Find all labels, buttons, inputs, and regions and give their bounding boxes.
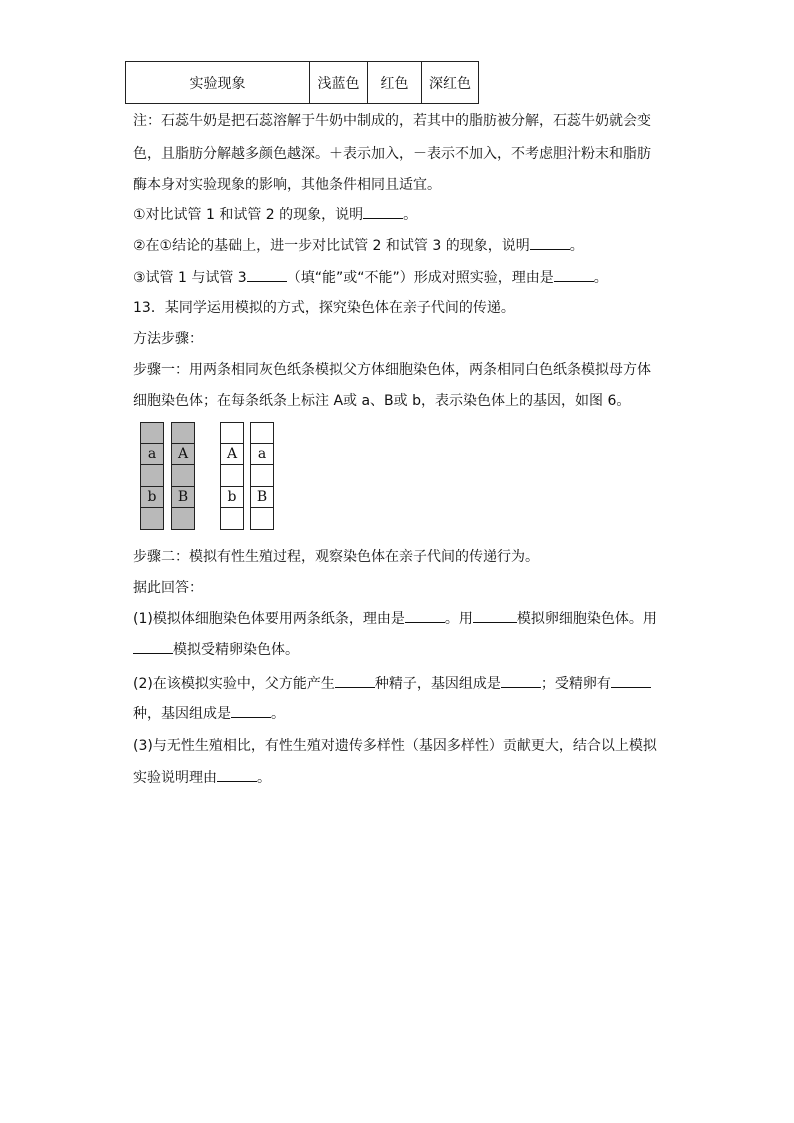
q12-item-3-text: ③试管 1 与试管 3 xyxy=(133,270,247,286)
table-cell-tube1: 浅蓝色 xyxy=(310,62,368,104)
gene-label: b xyxy=(221,487,243,508)
answer-blank[interactable] xyxy=(335,675,375,688)
answer-blank[interactable] xyxy=(247,269,287,282)
q13-sub2-line-1 xyxy=(133,674,651,694)
note-line-3: 酶本身对实验现象的影响，其他条件相同且适宜。 xyxy=(133,177,441,193)
q12-item-2 xyxy=(133,236,584,256)
strip-cell xyxy=(172,465,194,486)
gene-label: b xyxy=(141,487,163,508)
answer-blank[interactable] xyxy=(530,237,570,250)
q13-sub1-text-c: 模拟卵细胞染色体。用 xyxy=(516,611,657,627)
gene-label: A xyxy=(172,444,194,465)
note-line-1: 注：石蕊牛奶是把石蕊溶解于牛奶中制成的，若其中的脂肪被分解，石蕊牛奶就会变 xyxy=(133,113,651,129)
note-line-2: 色，且脂肪分解越多颜色越深。＋表示加入，－表示不加入，不考虑胆汁粉末和脂肪 xyxy=(133,146,651,162)
chromosome-strip-grey xyxy=(171,422,195,530)
chromosome-strip-white xyxy=(220,422,244,530)
answer-blank[interactable] xyxy=(405,610,445,623)
strip-cell xyxy=(221,465,243,486)
gene-label: a xyxy=(251,444,273,465)
q13-sub2-text-a: (2)在该模拟实验中，父方能产生 xyxy=(133,676,335,692)
experiment-result-table xyxy=(125,61,479,104)
chromosome-strip-grey xyxy=(140,422,164,530)
gene-label: a xyxy=(141,444,163,465)
q13-sub1-text-d: 模拟受精卵染色体。 xyxy=(173,642,299,658)
strip-cell xyxy=(172,508,194,529)
q13-step1-line-1: 步骤一：用两条相同灰色纸条模拟父方体细胞染色体，两条相同白色纸条模拟母方体 xyxy=(133,362,651,378)
strip-cell xyxy=(172,423,194,444)
strip-cell xyxy=(141,508,163,529)
q13-sub3-text: 实验说明理由 xyxy=(133,770,217,786)
gene-label: A xyxy=(221,444,243,465)
q13-step1-line-2: 细胞染色体；在每条纸条上标注 A或 a、B或 b，表示染色体上的基因，如图 6。 xyxy=(133,393,631,409)
q12-item-3 xyxy=(133,268,608,288)
q13-sub2-text-b: 种精子，基因组成是 xyxy=(374,676,501,692)
q13-sub2-line-2 xyxy=(133,704,285,724)
strip-cell xyxy=(141,465,163,486)
q12-item-1 xyxy=(133,205,417,225)
strip-cell xyxy=(221,423,243,444)
q13-sub3-line-1: (3)与无性生殖相比，有性生殖对遗传多样性（基因多样性）贡献更大，结合以上模拟 xyxy=(133,738,657,754)
table-row-label: 实验现象 xyxy=(126,62,310,104)
q12-item-2-end: 。 xyxy=(569,238,584,254)
answer-blank[interactable] xyxy=(217,769,257,782)
gene-label: B xyxy=(251,487,273,508)
q13-sub2-text-d: 种，基因组成是 xyxy=(133,706,231,722)
gene-label: B xyxy=(172,487,194,508)
q13-sub1-text-b: 。用 xyxy=(444,611,473,627)
answer-blank[interactable] xyxy=(554,269,594,282)
answer-blank[interactable] xyxy=(231,705,271,718)
q12-item-2-text: ②在①结论的基础上，进一步对比试管 2 和试管 3 的现象，说明 xyxy=(133,238,530,254)
q13-step2: 步骤二：模拟有性生殖过程，观察染色体在亲子代间的传递行为。 xyxy=(133,549,539,565)
answer-blank[interactable] xyxy=(611,675,651,688)
strip-cell xyxy=(251,465,273,486)
strip-cell xyxy=(251,423,273,444)
strip-cell xyxy=(251,508,273,529)
q13-sub2-text-e: 。 xyxy=(271,706,285,722)
strip-cell xyxy=(221,508,243,529)
q12-item-3-end: 。 xyxy=(593,270,608,286)
answer-blank[interactable] xyxy=(473,610,517,623)
q13-sub1-line-2 xyxy=(133,640,299,660)
table-cell-tube3: 深红色 xyxy=(422,62,479,104)
q13-answer-intro: 据此回答： xyxy=(133,580,203,596)
answer-blank[interactable] xyxy=(133,641,173,654)
chromosome-strips-figure xyxy=(140,422,274,534)
answer-blank[interactable] xyxy=(363,206,403,219)
q12-item-3-mid: （填“能”或“不能”）形成对照实验，理由是 xyxy=(286,270,554,286)
q13-sub1-text-a: (1)模拟体细胞染色体要用两条纸条，理由是 xyxy=(133,611,405,627)
chromosome-strip-white xyxy=(250,422,274,530)
q13-sub1-line-1 xyxy=(133,609,657,629)
q12-item-1-text: ①对比试管 1 和试管 2 的现象，说明 xyxy=(133,207,364,223)
q12-item-1-end: 。 xyxy=(403,207,418,223)
table-cell-tube2: 红色 xyxy=(368,62,422,104)
q13-sub3-end: 。 xyxy=(257,770,271,786)
strip-cell xyxy=(141,423,163,444)
q13-sub2-text-c: ；受精卵有 xyxy=(540,676,611,692)
q13-method-heading: 方法步骤： xyxy=(133,331,203,347)
answer-blank[interactable] xyxy=(501,675,541,688)
q13-title: 13．某同学运用模拟的方式，探究染色体在亲子代间的传递。 xyxy=(133,300,515,316)
q13-sub3-line-2 xyxy=(133,768,271,788)
table-row xyxy=(126,62,479,104)
